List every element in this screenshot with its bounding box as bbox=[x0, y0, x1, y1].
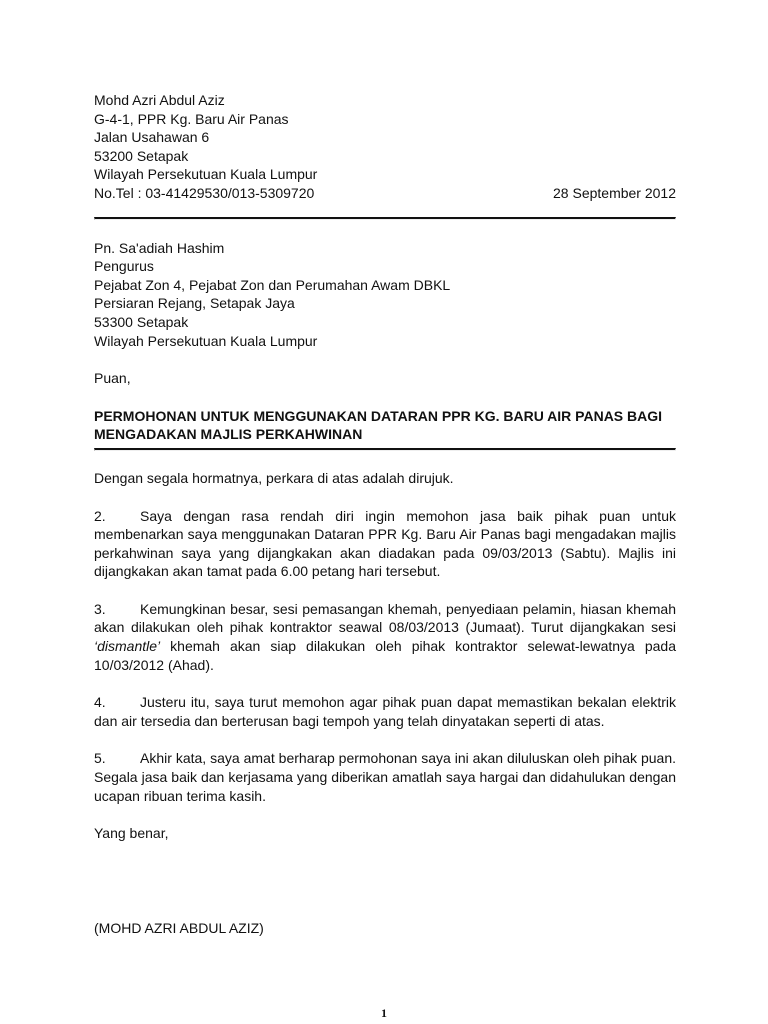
header-divider bbox=[94, 217, 676, 220]
recipient-address-line: Wilayah Persekutuan Kuala Lumpur bbox=[94, 332, 318, 349]
paragraph-emphasis: ‘dismantle’ bbox=[94, 638, 161, 655]
closing: Yang benar, bbox=[94, 825, 169, 842]
paragraph-text: Kemungkinan besar, sesi pemasangan khemah, penyediaan pelamin, hiasan khemah akan dilakukan oleh pihak kontraktor seawal 08/03/2013 (Jumaat). Turut dijangkakan sesi bbox=[94, 600, 676, 636]
sender-address-line: G-4-1, PPR Kg. Baru Air Panas bbox=[94, 110, 289, 127]
recipient-name: Pn. Sa'adiah Hashim bbox=[94, 239, 225, 256]
letter-date: 28 September 2012 bbox=[553, 184, 676, 201]
paragraph-4 bbox=[94, 693, 676, 730]
paragraph-text: Justeru itu, saya turut memohon agar pihak puan dapat memastikan bekalan elektrik dan air tersedia dan berterusan bagi tempoh yang telah dinyatakan seperti di atas. bbox=[94, 694, 676, 729]
paragraph-number: 2. bbox=[94, 507, 106, 524]
sender-address bbox=[94, 91, 676, 203]
recipient-address-line: Persiaran Rejang, Setapak Jaya bbox=[94, 295, 295, 312]
page-number: 1 bbox=[381, 1006, 387, 1020]
paragraph-number: 5. bbox=[94, 750, 106, 767]
opening-line: Dengan segala hormatnya, perkara di atas adalah dirujuk. bbox=[94, 469, 454, 486]
sender-name: Mohd Azri Abdul Aziz bbox=[94, 92, 225, 108]
sender-address-line: Wilayah Persekutuan Kuala Lumpur bbox=[94, 166, 318, 183]
paragraph-3 bbox=[94, 600, 676, 674]
paragraph-2 bbox=[94, 507, 676, 581]
paragraph-number: 3. bbox=[94, 600, 106, 617]
paragraph-5 bbox=[94, 749, 676, 805]
sender-address-line: Jalan Usahawan 6 bbox=[94, 129, 210, 146]
subject-heading: PERMOHONAN UNTUK MENGGUNAKAN DATARAN PPR KG. BARU AIR PANAS BAGI MENGADAKAN MAJLIS PERKAHWINAN bbox=[94, 407, 663, 443]
phone-date-row bbox=[94, 184, 676, 203]
paragraph-text: Saya dengan rasa rendah diri ingin memohon jasa baik pihak puan untuk membenarkan saya menggunakan Dataran PPR Kg. Baru Air Panas bagi mengadakan majlis perkahwinan saya yang dijangkakan akan diadakan pada 09/03/2013 (Sabtu). Majlis ini dijangkakan akan tamat pada 6.00 petang hari tersebut. bbox=[94, 507, 676, 580]
subject-divider bbox=[94, 448, 676, 451]
paragraph-text: khemah akan siap dilakukan oleh pihak kontraktor selewat-lewatnya pada 10/03/2012 (Ahad). bbox=[94, 638, 676, 673]
paragraph-text: Akhir kata, saya amat berharap permohonan saya ini akan diluluskan oleh pihak puan. Segala jasa baik dan kerjasama yang diberikan amatlah saya hargai dan didahulukan dengan ucapan ribuan terima kasih. bbox=[94, 750, 676, 804]
sender-phone: No.Tel : 03-41429530/013-5309720 bbox=[94, 184, 315, 201]
paragraph-number: 4. bbox=[94, 694, 106, 711]
salutation: Puan, bbox=[94, 370, 131, 387]
recipient-address-line: Pejabat Zon 4, Pejabat Zon dan Perumahan Awam DBKL bbox=[94, 276, 451, 293]
recipient-address bbox=[94, 239, 676, 351]
letter bbox=[94, 91, 676, 937]
sender-address-line: 53200 Setapak bbox=[94, 147, 189, 164]
signature-name: (MOHD AZRI ABDUL AZIZ) bbox=[94, 919, 264, 936]
recipient-title: Pengurus bbox=[94, 258, 154, 275]
recipient-address-line: 53300 Setapak bbox=[94, 313, 189, 330]
